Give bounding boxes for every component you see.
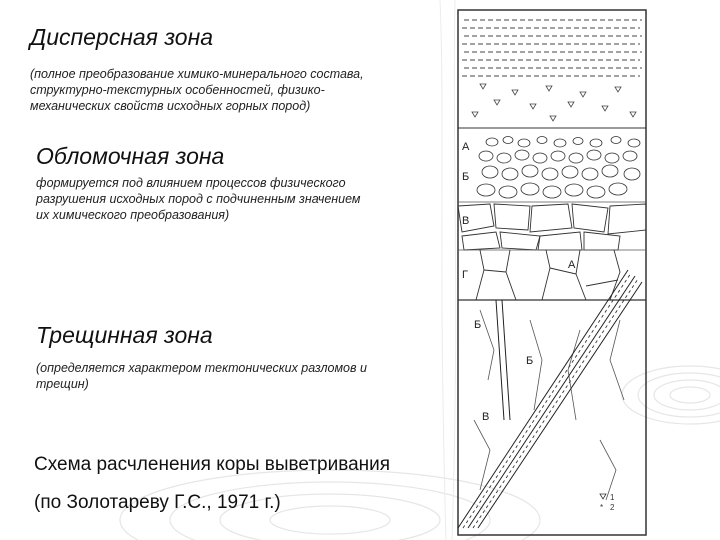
- label-sublayer-a-top: А: [462, 141, 470, 153]
- legend-symbol-triangle: [600, 494, 606, 499]
- clastic-zone-note-line-2: разрушения исходных пород с подчиненным значением: [36, 192, 361, 206]
- clastic-zone-title: Обломочная зона: [36, 143, 225, 169]
- clastic-blocks: [458, 204, 646, 250]
- clastic-zone-note-line-3: их химического преобразования): [36, 208, 230, 222]
- legend-label-2: 2: [610, 503, 615, 512]
- label-sublayer-g: Г: [462, 269, 468, 281]
- label-sublayer-b-right: Б: [526, 355, 534, 367]
- caption-line-1: Схема расчленения коры выветривания: [34, 454, 391, 475]
- legend-label-1: 1: [610, 493, 615, 502]
- dispersed-zone-note-line-1: (полное преобразование химико-минерального состава,: [30, 67, 364, 81]
- fracture-zone-note-line-1: (определяется характером тектонических разломов и: [36, 361, 367, 375]
- dispersed-zone-title: Дисперсная зона: [30, 24, 214, 50]
- label-sublayer-b-left: Б: [474, 319, 482, 331]
- legend-symbol-star: *: [600, 503, 604, 512]
- secondary-fault: [496, 300, 510, 420]
- dispersed-zone-note-line-2: структурно-текстурных особенностей, физико-: [30, 83, 325, 97]
- label-sublayer-a-mid: А: [568, 259, 576, 271]
- clastic-small-fragments: [477, 137, 640, 199]
- caption-line-2: (по Золотареву Г.С., 1971 г.): [34, 492, 281, 513]
- label-sublayer-b-top: Б: [462, 171, 470, 183]
- label-sublayer-v-top: В: [462, 215, 470, 227]
- fractured-blocks: [476, 250, 620, 300]
- dispersed-symbols: [472, 84, 636, 121]
- weathering-crust-section: [450, 0, 650, 540]
- label-sublayer-v-low: В: [482, 411, 490, 423]
- dispersed-zone-note-line-3: механических свойств исходных горных пород): [30, 99, 311, 113]
- fracture-zone-note-line-2: трещин): [36, 377, 89, 391]
- section-frame: [458, 10, 646, 535]
- dispersed-layer-dashes: [462, 20, 642, 76]
- fracture-zone-title: Трещинная зона: [36, 322, 213, 348]
- main-fault: [458, 270, 642, 528]
- clastic-zone-note-line-1: формируется под влиянием процессов физического: [36, 176, 346, 190]
